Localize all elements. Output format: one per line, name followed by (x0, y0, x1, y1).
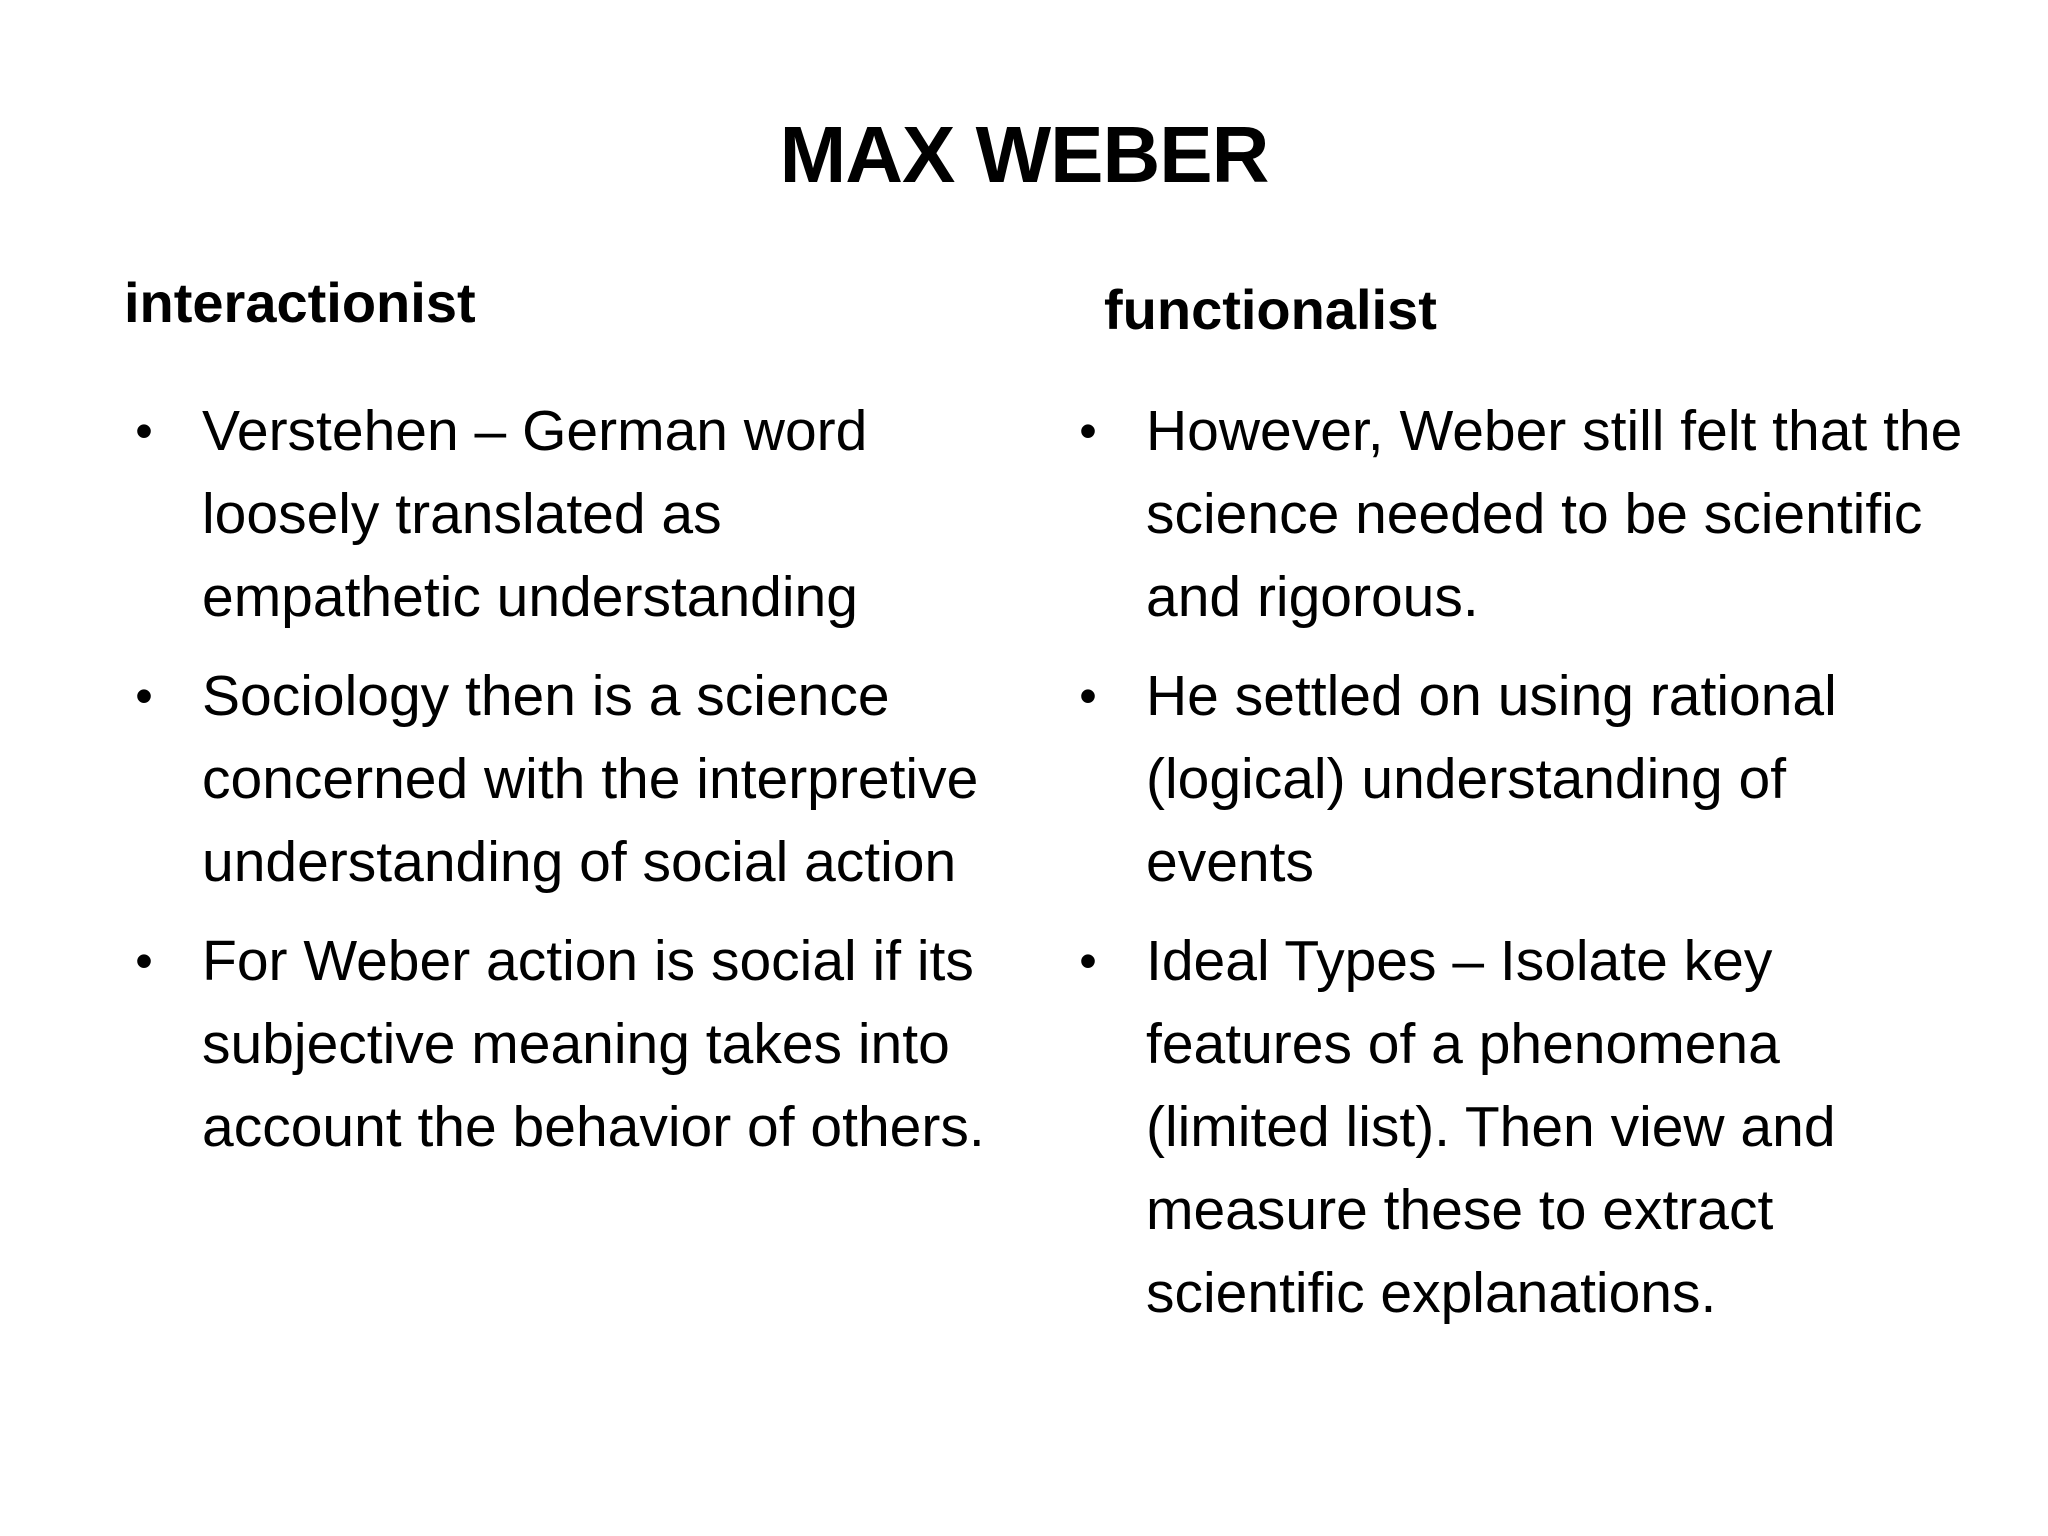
bullet-dot-icon: • (1079, 668, 1097, 724)
bullet-dot-icon: • (135, 403, 153, 459)
bullet-dot-icon: • (1079, 933, 1097, 989)
bullet-text: Verstehen – German word loosely translated as empathetic understanding (202, 399, 868, 629)
bullet-dot-icon: • (1079, 403, 1097, 459)
bullet-dot-icon: • (135, 668, 153, 724)
column-heading-functionalist: functionalist (1104, 278, 1437, 341)
bullet-item (120, 390, 1000, 639)
bullet-text: For Weber action is social if its subjective meaning takes into account the behavior of others. (202, 929, 985, 1159)
bullet-item (1064, 655, 1964, 904)
bullet-dot-icon: • (135, 933, 153, 989)
bullet-text: He settled on using rational (logical) understanding of events (1146, 664, 1837, 894)
bullet-text: Ideal Types – Isolate key features of a phenomena (limited list). Then view and measure these to extract scientific explanations. (1146, 929, 1836, 1325)
bullet-list-interactionist (120, 390, 1000, 1185)
bullet-list-functionalist (1064, 390, 1964, 1351)
bullet-text: However, Weber still felt that the science needed to be scientific and rigorous. (1146, 399, 1963, 629)
bullet-item (120, 655, 1000, 904)
slide-title: MAX WEBER (779, 110, 1269, 199)
bullet-text: Sociology then is a science concerned with the interpretive understanding of social action (202, 664, 979, 894)
bullet-item (1064, 390, 1964, 639)
bullet-item (1064, 920, 1964, 1335)
bullet-item (120, 920, 1000, 1169)
column-heading-interactionist: interactionist (124, 271, 476, 334)
